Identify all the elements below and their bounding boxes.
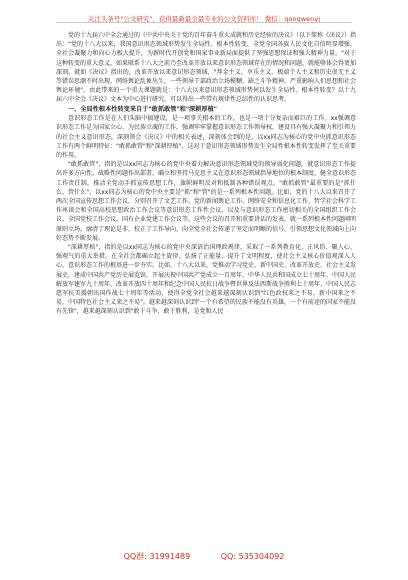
header-divider [56,22,352,23]
body-paragraph: "敢抓敢管"，指的是以xx同志为核心的党中央着力解决意识形态领域党的领导弱化问题，就意识形态工作提出许多方向性、战略性问题作出部署，确立和坚持马克思主义在意识形态领域指导地位的根本制度，健全意识形态工作责任制，推动全党动手抓宣传思想工作，旗帜鲜明反对和抵制各种错误观点。"敢抓敢管"最重要的是"抓什么、管什么"。以xx同志为核心的党中央主要是"抓"和"管"的是一系列根本性问题。比如，党的十八大以来召开了两次全国宣传思想工作会议，分别召开了文艺工作、党的新闻舆论工作、网络安全和信息化工作、哲学社会科学工作座谈会和全国高校思想政治工作会议等意识形态工作性会议，以及与意识形态工作密切相关的全国组织工作会议、全国党校工作会议、国有企业党建工作会议等。这些会议的召开和重要讲话的发表，就一系列根本性问题阐明原则立场，廓清了理论是非，校正了工作导向，向全党全社会传递了坚定而明晰的信号，引领思想文化领域向上向好态势不断发展。 [56,161,357,242]
promo-header: 关注头条号"公文研究"，获得最新最全最专业的公文资料库！ 微信：gongwenyj [87,15,321,23]
qq-group-label: QQ群: 31991489 [123,552,191,561]
section-heading: 一、全局性根本性转变来自于"敢抓敢管"和"深耕厚植" [68,105,218,113]
body-paragraph: 意识形态工作是在人们头脑中搞建设，是一项事关根本的工作，也是一项十分复杂而艰巨的工作。xx强调意识形态工作是为国家立心、为民族立魂的工作，强调牢牢掌握意识形态工作领导权，建设具有强大凝聚力和引领力的社会主义意识形态。深刻领会《决议》中的相关表述，深刻体会到的是，以xx同志为核心的党中央抓意识形态工作有两个鲜明特征："敢抓敢管"和"深耕厚植"。这对于意识形态领域形势发生全局性根本性转变发挥了至关重要的作用。 [56,115,357,160]
document-body [56,31,356,317]
contact-footer [0,551,408,562]
qq-label: QQ: 535304092 [220,552,285,561]
body-paragraph: "深耕厚植"，指的是以xx同志为核心的党中央深谙治国理政规律，采取了一系列教育化、正风俗、聚人心、强观气的重大举措，在全社会都确立起主旋律、弘扬了正能量、提升了文明程度，使社会主义核心价值观深入人心，意识形态工作的根基进一步夯实。比如，十八大以来，党推动学习党史、新中国史、改革开放史、社会主义发展史，建成中国共产党历史展览馆，开展庆祝中国共产党成立一百周年、中华人民共和国成立七十周年、中国人民解放军建军九十周年、改革开放四十周年和纪念中国人民抗日战争暨世界反法西斯战争胜利七十周年、中国人民志愿军抗美援朝出国作战七十周年等活动，使得全党全社会越来越深刻认识到"红色政权来之不易，新中国来之不易，中国特色社会主义来之不易"。越来越深刻认识到"一个有希望的民族不能没有英雄，一个有前途的国家不能没有先锋"，越来越深刻认识到"敢于斗争、敢于胜利，是党和人民 [56,244,357,316]
intro-paragraph: 党的十九届六中全会通过的《中共中央关于党的百年奋斗重大成就和历史经验的决议》（以下简称《决议》）指出："党的十八大以来，我国意识形态领域形势发生全局性、根本性转变，全党全国各族人民文化自信明显增强，全社会凝聚力和向心力极大提升，为新时代开创党和国家事业新局面提供了坚强思想保证和强大精神力量。"对于这种转变的重大意义，如果联系十八大之前乃至改革开放以来意识形态领域存在的情况和问题，就能够体会得更加深刻。就如《决议》指出的，改革开放以来意识形态领域，"拜金主义、享乐主义、极端个人主义和历史虚无主义等错误思潮不时出现，网络舆论乱象丛生，一些领导干部政治立场模糊、缺乏斗争精神，严重影响人们思想和社会舆论环境"。由此带来的一个重大课题就是：十八大以来意识形态领域形势何以发生全局性、根本性转变？以十九届六中全会《决议》文本为中心进行研究，可以得出一些带有规律性总结性的认识思考。 [56,32,357,104]
